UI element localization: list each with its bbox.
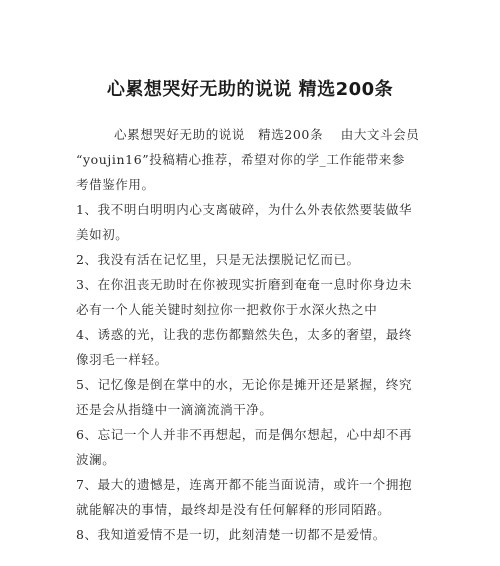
list-item: 6、忘记一个人并非不再想起，而是偶尔想起，心中却不再 bbox=[76, 427, 413, 442]
list-item: 4、诱惑的光，让我的悲伤都黯然失色，太多的奢望，最终 bbox=[76, 327, 413, 342]
intro-line: 考借鉴作用。 bbox=[76, 177, 155, 192]
list-item: 8、我知道爱情不是一切，此刻清楚一切都不是爱情。 bbox=[76, 527, 386, 542]
list-item-continuation: 还是会从指缝中一滴滴流淌干净。 bbox=[76, 402, 273, 417]
intro-line: 心累想哭好无助的说说 精选200条 由大文斗会员 bbox=[114, 127, 420, 142]
list-item: 2、我没有活在记忆里，只是无法摆脱记忆而已。 bbox=[76, 252, 360, 267]
list-item-continuation: 就能解决的事情，最终却是没有任何解释的形同陌路。 bbox=[76, 502, 391, 517]
list-item-continuation: 必有一个人能关键时刻拉你一把救你于水深火热之中 bbox=[76, 302, 378, 317]
list-item: 1、我不明白明明内心支离破碎，为什么外表依然要装做华 bbox=[76, 202, 413, 217]
page-title: 心累想哭好无助的说说 精选200条 bbox=[106, 79, 394, 100]
list-item-continuation: 波澜。 bbox=[76, 452, 116, 467]
list-item-continuation: 像羽毛一样轻。 bbox=[76, 352, 168, 367]
list-item: 3、在你沮丧无助时在你被现实折磨到奄奄一息时你身边未 bbox=[76, 277, 413, 292]
article-body bbox=[76, 122, 426, 547]
list-item: 5、记忆像是倒在掌中的水，无论你是摊开还是紧握，终究 bbox=[76, 377, 413, 392]
list-item: 7、最大的遗憾是，连离开都不能当面说清，或许一个拥抱 bbox=[76, 477, 413, 492]
intro-line: “youjin16”投稿精心推荐，希望对你的学_工作能带来参 bbox=[76, 152, 405, 167]
list-item-continuation: 美如初。 bbox=[76, 227, 129, 242]
